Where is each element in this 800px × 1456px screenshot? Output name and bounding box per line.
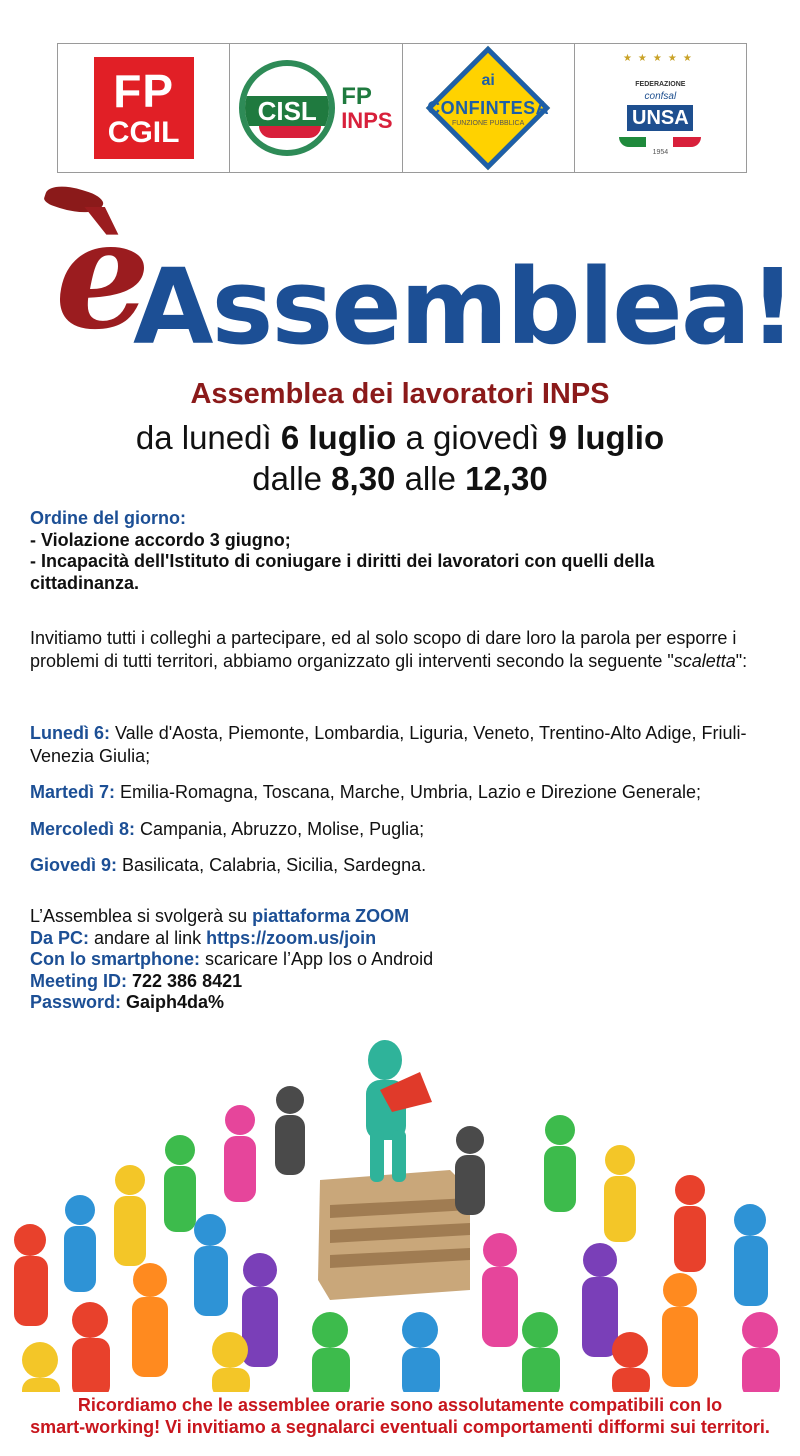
meeting-id-line (30, 971, 770, 993)
unsa-stars-icon: ★★★★★ (622, 53, 698, 64)
hours-start: 8,30 (331, 460, 396, 497)
intro-end: ": (735, 651, 748, 672)
fp-cgil-logo-box (58, 44, 230, 172)
unsa-year: 1954 (652, 149, 669, 156)
cisl-circle-label: CISL (241, 96, 333, 126)
platform-line (30, 906, 770, 928)
dates-end: 9 luglio (548, 419, 665, 456)
cisl-circle-emblem (239, 60, 335, 156)
agenda-section (30, 508, 770, 594)
pc-label: Da PC: (30, 927, 90, 948)
schedule-day: Giovedì 9: (30, 855, 118, 875)
meeting-info (30, 906, 770, 1014)
cisl-fp-inps-logo-box (230, 44, 402, 172)
unsa-logo (605, 53, 715, 163)
zoom-join-link[interactable]: https://zoom.us/join (206, 927, 377, 948)
footer-line-1: Ricordiamo che le assemblee orarie sono assolutamente compatibili con lo (77, 1395, 723, 1415)
schedule-day: Lunedì 6: (30, 723, 110, 743)
password-line (30, 992, 770, 1014)
password-label: Password: (30, 992, 122, 1013)
headline-e-accent: è (55, 187, 151, 363)
schedule-row (30, 781, 790, 804)
confintesa-subtitle: FUNZIONE PUBBLICA (451, 120, 525, 127)
headline-title: Assemblea! (133, 246, 795, 368)
event-dates (0, 419, 800, 457)
hours-prefix: dalle (252, 460, 332, 497)
crowd-illustration (0, 1030, 800, 1392)
speaker-figure (366, 1040, 432, 1182)
unsa-federazione: FEDERAZIONE (635, 81, 686, 88)
cisl-fp-inps-logo (239, 60, 392, 156)
dates-middle: a giovedì (396, 419, 549, 456)
cisl-side-text (341, 84, 392, 132)
schedule-regions: Emilia-Romagna, Toscana, Marche, Umbria, Lazio e Direzione Generale; (115, 782, 701, 802)
intro-paragraph (30, 627, 780, 674)
smartphone-line (30, 949, 770, 971)
hours-end: 12,30 (465, 460, 548, 497)
fp-cgil-logo-cgil: CGIL (107, 116, 180, 149)
agenda-item-1: - Violazione accordo 3 giugno; (30, 529, 291, 550)
confintesa-logo (418, 54, 558, 162)
cisl-inps-label: INPS (341, 108, 393, 134)
platform-text: L’Assemblea si svolgerà su (30, 906, 253, 926)
intro-italic: scaletta (673, 651, 736, 672)
schedule-regions: Valle d'Aosta, Piemonte, Lombardia, Liguria, Veneto, Trentino-Alto Adige, Friuli-Venezia Giulia; (30, 723, 747, 766)
unsa-confsal: confsal (644, 91, 677, 102)
event-subtitle: Assemblea dei lavoratori INPS (190, 378, 610, 410)
unsa-logo-box (575, 44, 746, 172)
schedule-day: Martedì 7: (30, 782, 116, 802)
dates-prefix: da lunedì (135, 419, 281, 456)
smartphone-text: scaricare l’App Ios o Android (200, 949, 434, 970)
schedule-row (30, 818, 790, 841)
confintesa-mark: ai (481, 72, 495, 89)
cisl-fp-label: FP (341, 82, 372, 110)
intro-text: Invitiamo tutti i colleghi a partecipare, ed al solo scopo di dare loro la parola per esporre i problemi di tutti territori, abbiamo organizzato gli interventi secondo la seguente " (30, 628, 737, 672)
footer-notice (0, 1395, 800, 1439)
agenda-item-2: - Incapacità dell'Istituto di coniugare i diritti dei lavoratori con quelli della cittadinanza. (30, 551, 655, 593)
meeting-id-value: 722 386 8421 (127, 970, 243, 991)
platform-name: piattaforma ZOOM (252, 906, 410, 926)
cisl-red-swoosh (259, 126, 321, 138)
schedule-regions: Basilicata, Calabria, Sicilia, Sardegna. (117, 855, 427, 875)
footer-line-2: smart-working! Vi invitiamo a segnalarci eventuali comportamenti difformi sui territori. (30, 1416, 770, 1437)
pc-text: andare al link (89, 927, 207, 948)
password-value: Gaiph4da% (121, 992, 225, 1013)
pc-line (30, 928, 770, 950)
dates-start: 6 luglio (280, 419, 397, 456)
fp-cgil-logo-fp: FP (113, 65, 175, 117)
schedule-list (30, 722, 790, 891)
union-logos-strip (57, 43, 747, 173)
hours-middle: alle (395, 460, 466, 497)
smartphone-label: Con lo smartphone: (30, 949, 200, 970)
agenda-title: Ordine del giorno: (30, 508, 186, 528)
confintesa-logo-box (403, 44, 575, 172)
confintesa-name: CONFINTESA (427, 98, 550, 118)
schedule-row (30, 722, 790, 767)
event-hours (0, 460, 800, 498)
fp-cgil-logo (94, 57, 194, 159)
unsa-flag-swoosh (619, 137, 701, 147)
unsa-name: UNSA (627, 105, 693, 131)
schedule-regions: Campania, Abruzzo, Molise, Puglia; (135, 818, 425, 839)
schedule-day: Mercoledì 8: (30, 818, 136, 839)
meeting-id-label: Meeting ID: (30, 970, 127, 991)
schedule-row (30, 854, 790, 877)
podium-image (318, 1170, 470, 1300)
